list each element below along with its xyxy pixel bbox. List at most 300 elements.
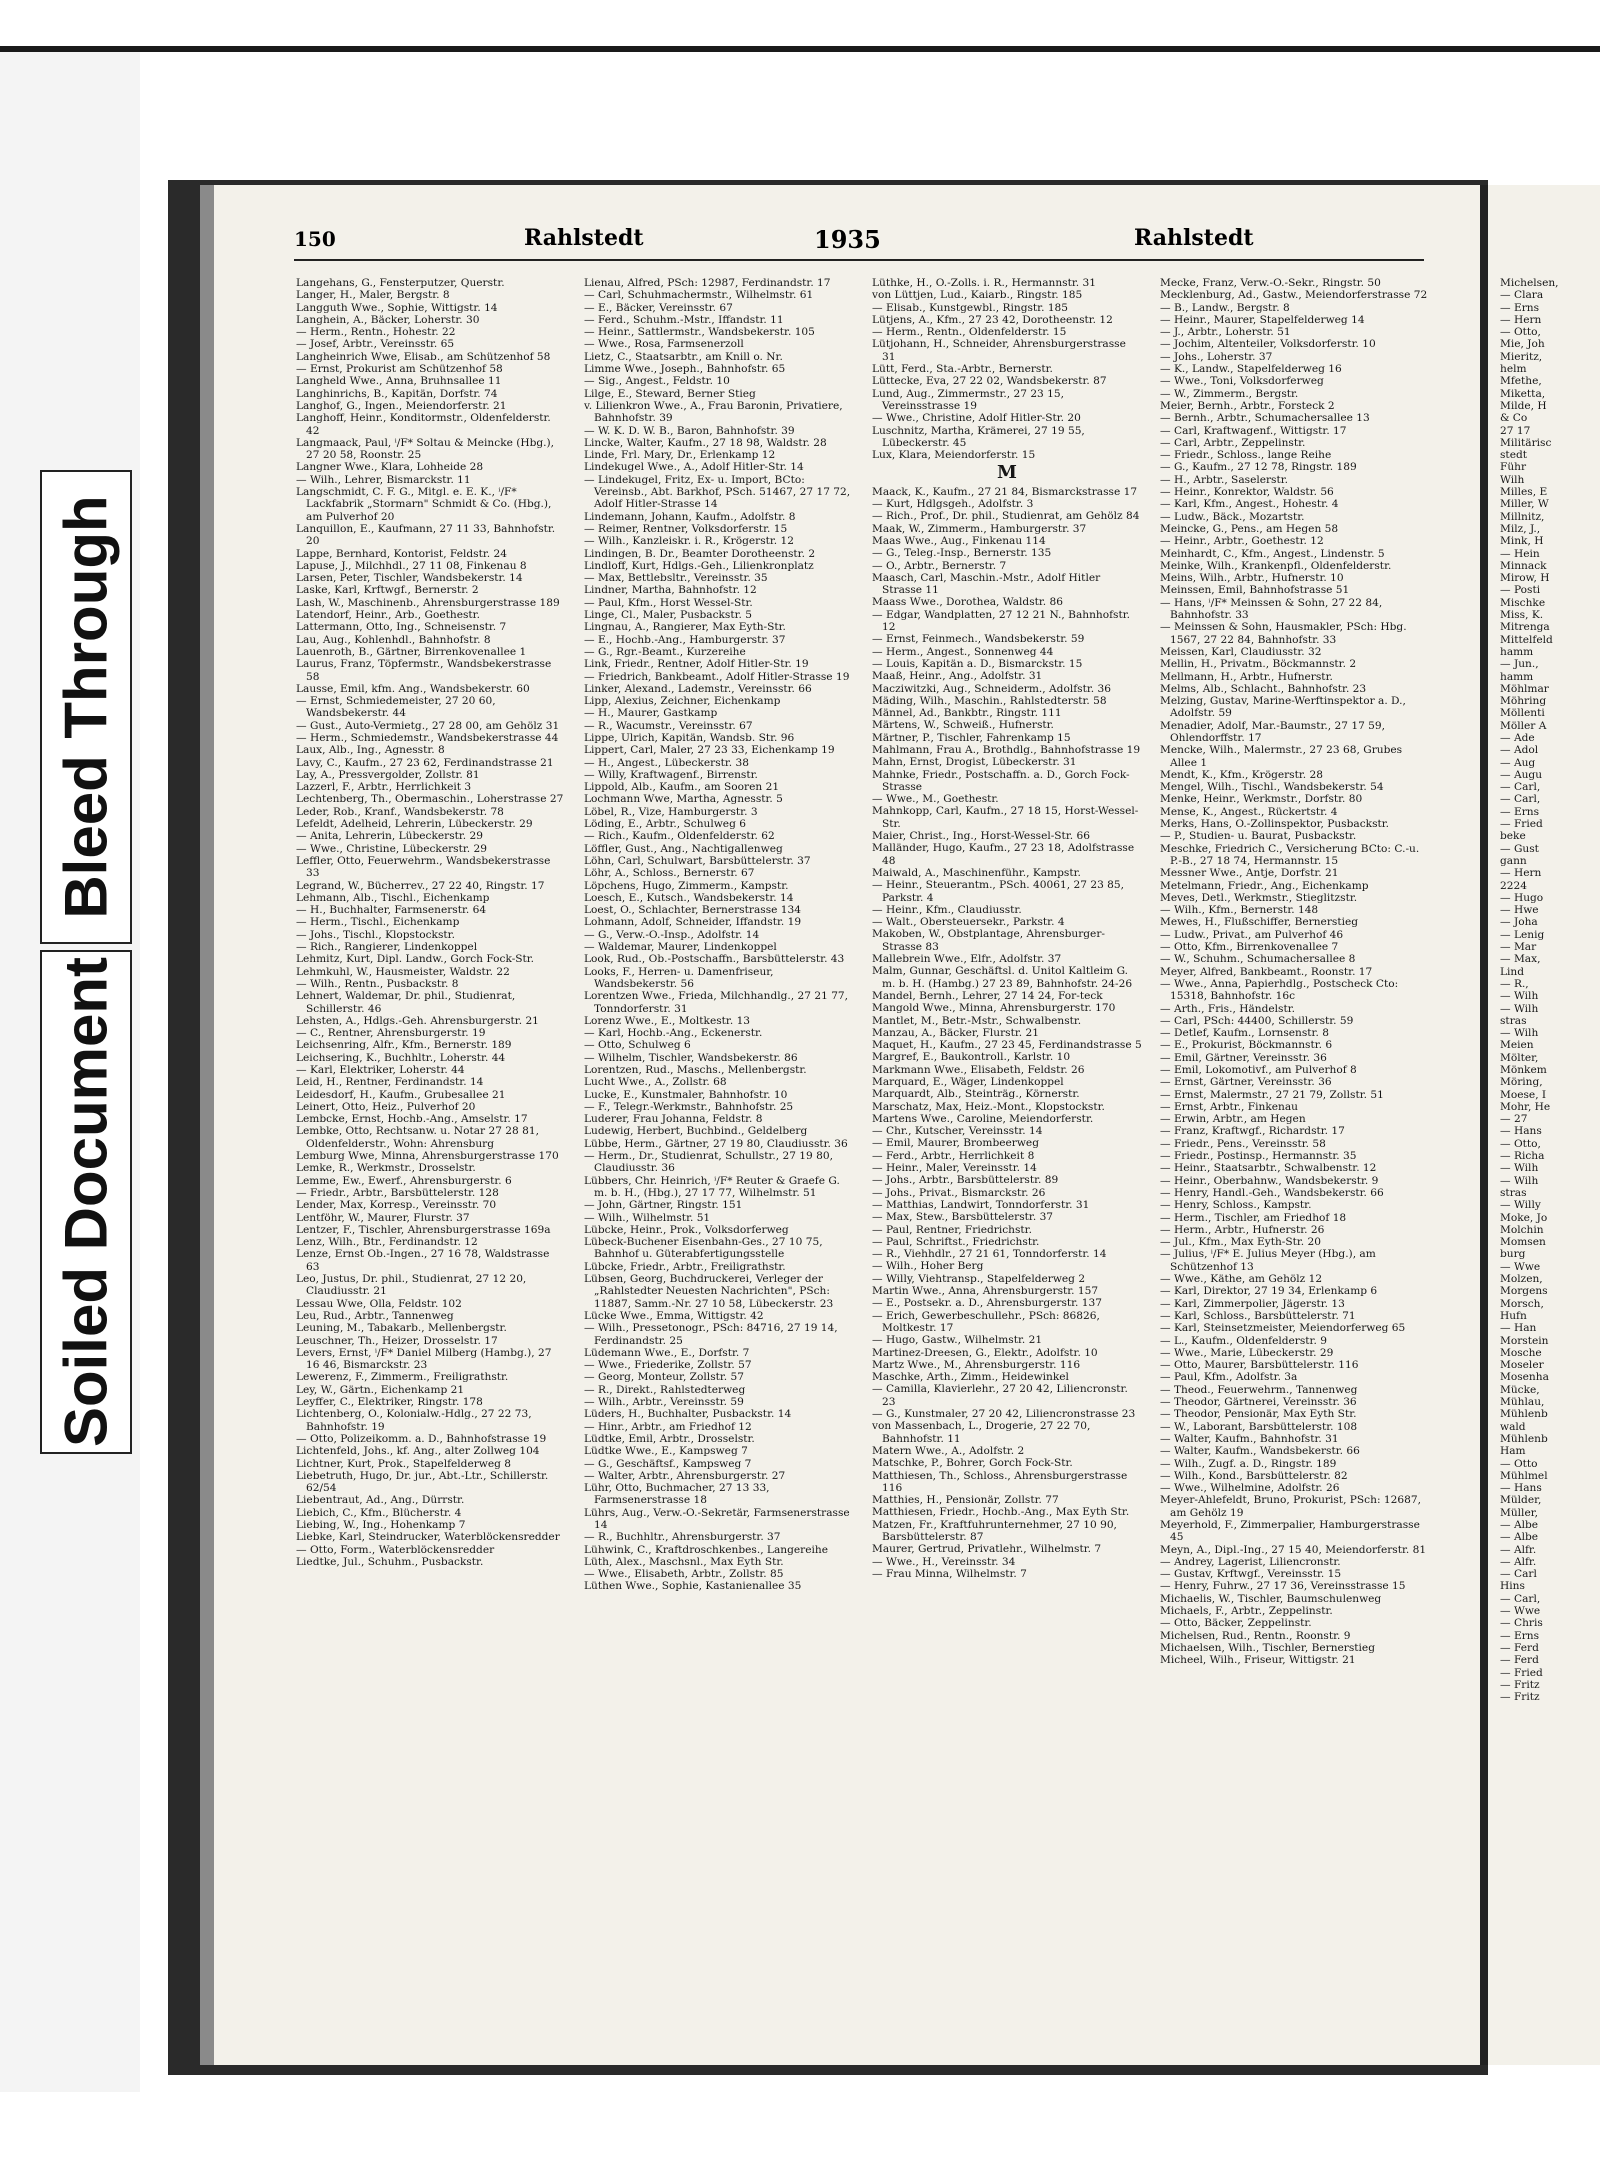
directory-entry: & Co (1500, 412, 1528, 425)
directory-entry: Lenze, Ernst Ob.-Ingen., 27 16 78, Waldstrasse 63 (296, 1248, 550, 1273)
directory-entry: — Wilh., Wilhelmstr. 51 (584, 1211, 711, 1224)
directory-entry: — Wilh., Zugf. a. D., Ringstr. 189 (1160, 1457, 1337, 1470)
directory-entry: Lühr, Otto, Buchmacher, 27 13 33, Farmsenerstrasse 18 (584, 1482, 770, 1507)
directory-entry: — Wilh., Pressetonogr., PSch: 84716, 27 19 14, Ferdinandstr. 25 (584, 1322, 838, 1347)
directory-entry: — Lindekugel, Fritz, Ex- u. Import, BCto: Vereinsb., Abt. Barkhof, PSch. 51467, 27 17 72, Adolf Hitler-Strasse 14 (584, 473, 851, 511)
directory-entry: — Karl, Kfm., Angest., Hohestr. 4 (1160, 498, 1339, 511)
directory-entry: Lichtenfeld, Johs., kf. Ang., alter Zollweg 104 (296, 1445, 540, 1458)
directory-entry: Lichtner, Kurt, Prok., Stapelfelderweg 8 (296, 1457, 512, 1470)
directory-entry: Linge, Cl., Maler, Pusbackstr. 5 (584, 609, 752, 622)
directory-entry: — B., Landw., Bergstr. 8 (1160, 301, 1290, 314)
directory-entry: — Aug (1500, 756, 1536, 769)
directory-entry: Meinhardt, C., Kfm., Angest., Lindenstr. 5 (1160, 547, 1385, 560)
directory-entry: Miketta, (1500, 387, 1546, 400)
directory-entry: Liebich, C., Kfm., Blücherstr. 4 (296, 1506, 462, 1519)
directory-entry: — E., Postsekr. a. D., Ahrensburgerstr. 137 (872, 1297, 1102, 1310)
directory-entry: Lippert, Carl, Maler, 27 23 33, Eichenkamp 19 (584, 744, 835, 757)
directory-entry: Loest, O., Schlachter, Bernerstrasse 134 (584, 904, 801, 917)
directory-entry: — Ernst, Arbtr., Finkenau (1160, 1100, 1298, 1113)
directory-entry: Lüthke, H., O.-Zolls. i. R., Hermannstr. 31 (872, 277, 1096, 289)
directory-entry: Martinez-Dreesen, G., Elektr., Adolfstr. 10 (872, 1346, 1098, 1359)
directory-entry: Lorenz Wwe., E., Moltkestr. 13 (584, 1014, 751, 1027)
directory-entry: Malm, Gunnar, Geschäftsl. d. Unitol Kaltleim G. m. b. H. (Hambg.) 27 23 89, Bahnhofstr. 24-26 (872, 965, 1133, 990)
directory-entry: Langguth Wwe., Sophie, Wittigstr. 14 (296, 301, 498, 314)
directory-entry: — H., Buchhalter, Farmsenerstr. 64 (296, 904, 487, 917)
directory-entry: Meien (1500, 1039, 1534, 1052)
directory-entry: Mahnkopp, Carl, Kaufm., 27 18 15, Horst-Wessel-Str. (872, 805, 1139, 830)
directory-entry: — Richa (1500, 1150, 1545, 1163)
directory-entry: Macziwitzki, Aug., Schneiderm., Adolfstr. 36 (872, 682, 1111, 695)
directory-entry: Liebke, Karl, Steindrucker, Waterblöckensredder (296, 1531, 560, 1544)
directory-entry: — Otto, Bäcker, Zeppelinstr. (1160, 1617, 1312, 1630)
directory-entry: — Arth., Fris., Händelstr. (1160, 1002, 1295, 1015)
directory-entry: Lüdtke, Emil, Arbtr., Drosselstr. (584, 1432, 755, 1445)
directory-entry: Meyer-Ahlefeldt, Bruno, Prokurist, PSch: 12687, am Gehölz 19 (1160, 1494, 1421, 1519)
directory-entry: — Max, (1500, 953, 1541, 966)
directory-entry: Link, Friedr., Rentner, Adolf Hitler-Str. 19 (584, 658, 809, 671)
directory-entry: Meschke, Friedrich C., Versicherung BCto: C.-u. P.-B., 27 18 74, Hermannstr. 15 (1160, 842, 1420, 867)
directory-entry: Mittelfeld (1500, 633, 1553, 646)
directory-entry: Mühlmel (1500, 1469, 1548, 1482)
directory-entry: — G., Geschäftsf., Kampsweg 7 (584, 1457, 752, 1470)
directory-entry: — R., Viehhdlr., 27 21 61, Tonndorferstr. 14 (872, 1248, 1107, 1261)
directory-entry: Morsch, (1500, 1297, 1544, 1310)
directory-entry: — Reimer, Rentner, Volksdorferstr. 15 (584, 522, 788, 535)
directory-entry: Maas Wwe., Aug., Finkenau 114 (872, 534, 1046, 547)
directory-entry: — Wilh., Kond., Barsbüttelerstr. 82 (1160, 1469, 1348, 1482)
directory-entry: Lübcke, Friedr., Arbtr., Freiligrathstr. (584, 1260, 786, 1273)
directory-entry: Leinert, Otto, Heiz., Pulverhof 20 (296, 1100, 476, 1113)
directory-entry: — Paul, Schriftst., Friedrichstr. (872, 1235, 1040, 1248)
directory-entry: Führ (1500, 461, 1527, 474)
directory-entry: Matthies, H., Pensionär, Zollstr. 77 (872, 1494, 1059, 1507)
directory-entry: Meyer, Alfred, Bankbeamt., Roonstr. 17 (1160, 965, 1373, 978)
directory-entry: Malländer, Hugo, Kaufm., 27 23 18, Adolfstrasse 48 (872, 842, 1135, 867)
directory-entry: Michaelsen, Wilh., Tischler, Bernerstieg (1160, 1641, 1375, 1654)
directory-entry: Lütt, Ferd., Sta.-Arbtr., Bernerstr. (872, 363, 1053, 376)
directory-entry: — G., Teleg.-Insp., Bernerstr. 135 (872, 547, 1052, 560)
directory-entry: — Hein (1500, 547, 1540, 560)
directory-entry: Lewerenz, F., Zimmerm., Freiligrathstr. (296, 1371, 509, 1384)
directory-entry: Maquet, H., Kaufm., 27 23 45, Ferdinandstrasse 5 (872, 1039, 1142, 1052)
directory-entry: — Albe (1500, 1531, 1539, 1544)
directory-entry: Lüttecke, Eva, 27 22 02, Wandsbekerstr. 87 (872, 375, 1107, 388)
directory-entry: Leidesdorf, H., Kaufm., Grubesallee 21 (296, 1088, 506, 1101)
directory-entry: — Wwe., Käthe, am Gehölz 12 (1160, 1273, 1323, 1286)
directory-entry: Matzen, Fr., Kraftfuhrunternehmer, 27 10 90, Barsbüttelerstr. 87 (872, 1518, 1117, 1543)
directory-entry: Marquard, E., Wäger, Lindenkoppel (872, 1076, 1064, 1088)
directory-entry: wald (1500, 1420, 1526, 1433)
directory-entry: Langmaack, Paul, ⁱ/F* Soltau & Meincke (Hbg.), 27 20 58, Roonstr. 25 (296, 436, 555, 462)
directory-entry: Lüders, H., Buchhalter, Pusbackstr. 14 (584, 1408, 792, 1421)
directory-entry: Märtens, W., Schweiß., Hufnerstr. (872, 719, 1054, 732)
directory-entry: von Lüttjen, Lud., Kaiarb., Ringstr. 185 (872, 289, 1083, 302)
directory-entry: Militärisc (1500, 436, 1552, 449)
directory-entry: Mühlenb (1500, 1408, 1548, 1421)
directory-entry: — Carl, Arbtr., Zeppelinstr. (1160, 436, 1306, 449)
directory-entry: — Heinr., Steuerantm., PSch. 40061, 27 23 85, Parkstr. 4 (872, 879, 1125, 904)
directory-entry: Miller, W (1500, 498, 1549, 511)
directory-entry: Möller A (1500, 719, 1547, 732)
directory-entry: — Wilh (1500, 990, 1539, 1003)
directory-entry: — Wilh., Arbtr., Vereinsstr. 59 (584, 1396, 744, 1409)
directory-entry: Lanquillon, E., Kaufmann, 27 11 33, Bahnhofstr. 20 (296, 522, 556, 548)
directory-entry: — Wwe., Rosa, Farmsenerzoll (584, 338, 744, 351)
directory-entry: Männel, Ad., Bankbtr., Ringstr. 111 (872, 707, 1062, 720)
directory-entry: — G., Kaufm., 27 12 78, Ringstr. 189 (1160, 461, 1357, 474)
directory-entry: — Ernst, Gärtner, Vereinsstr. 36 (1160, 1076, 1332, 1089)
directory-entry: Lütjohann, H., Schneider, Ahrensburgerstrasse 31 (872, 338, 1126, 363)
directory-entry: — Wwe (1500, 1260, 1541, 1273)
directory-entry: Luschnitz, Martha, Krämerei, 27 19 55, Lübeckerstr. 45 (872, 424, 1085, 449)
directory-entry: Mecklenburg, Ad., Gastw., Meiendorferstrasse 72 (1160, 289, 1428, 302)
directory-entry: — Ernst, Malermstr., 27 21 79, Zollstr. 51 (1160, 1088, 1384, 1101)
directory-entry: — Otto, Maurer, Barsbüttelerstr. 116 (1160, 1359, 1359, 1372)
directory-entry: — Wwe., Christine, Lübeckerstr. 29 (296, 842, 487, 855)
directory-entry: hamm (1500, 670, 1534, 683)
directory-entry: — Henry, Fuhrw., 27 17 36, Vereinsstrasse 15 (1160, 1580, 1406, 1593)
directory-entry: — Fritz (1500, 1678, 1540, 1691)
directory-entry: Martens Wwe., Caroline, Meiendorferstr. (872, 1112, 1094, 1125)
directory-entry: — Johs., Privat., Bismarckstr. 26 (872, 1186, 1046, 1199)
directory-entry: Markmann Wwe., Elisabeth, Feldstr. 26 (872, 1063, 1085, 1076)
directory-entry: Mallebrein Wwe., Elfr., Adolfstr. 37 (872, 953, 1062, 966)
directory-entry: — 27 (1500, 1113, 1528, 1126)
directory-entry: Maiwald, A., Maschinenführ., Kampstr. (872, 866, 1081, 879)
directory-entry: hamm (1500, 645, 1534, 658)
directory-entry: Molchin (1500, 1223, 1544, 1236)
directory-entry: — Carl, (1500, 793, 1541, 806)
directory-entry: — E., Bäcker, Vereinsstr. 67 (584, 301, 733, 314)
directory-entry: — Ludw., Privat., am Pulverhof 46 (1160, 928, 1344, 941)
directory-entry: Meincke, G., Pens., am Hegen 58 (1160, 522, 1339, 535)
directory-entry: Maaß, Heinr., Ang., Adolfstr. 31 (872, 670, 1043, 683)
directory-entry: Märtner, P., Tischler, Fahrenkamp 15 (872, 731, 1071, 744)
directory-entry: Marschatz, Max, Heiz.-Mont., Klopstockstr. (872, 1100, 1105, 1113)
directory-entry: Lemburg Wwe, Minna, Ahrensburgerstrasse 170 (296, 1150, 559, 1163)
directory-entry: Lauenroth, B., Gärtner, Birrenkovenallee 1 (296, 645, 527, 658)
directory-entry: — Wwe., H., Vereinsstr. 34 (872, 1555, 1016, 1568)
directory-entry: Laske, Karl, Krftwgf., Bernerstr. 2 (296, 584, 479, 597)
directory-entry: — Posti (1500, 584, 1541, 597)
directory-entry: Moese, I (1500, 1088, 1547, 1101)
directory-entry: — Johs., Arbtr., Barsbüttelerstr. 89 (872, 1174, 1059, 1187)
directory-entry: — Josef, Arbtr., Vereinsstr. 65 (296, 338, 455, 351)
directory-entry: Löbel, R., Vize, Hamburgerstr. 3 (584, 805, 758, 818)
directory-entry: — Heinr., Maler, Vereinsstr. 14 (872, 1162, 1037, 1175)
directory-entry: Mönkem (1500, 1064, 1547, 1076)
directory-entry: — Joha (1500, 916, 1538, 929)
directory-entry: — F., Telegr.-Werkmstr., Bahnhofstr. 25 (584, 1100, 794, 1113)
directory-entry: Lattermann, Otto, Ing., Schneisenstr. 7 (296, 621, 507, 634)
directory-entry: Lessau Wwe, Olla, Feldstr. 102 (296, 1297, 462, 1310)
directory-entry: Leuschner, Th., Heizer, Drosselstr. 17 (296, 1334, 498, 1347)
directory-entry: — Bernh., Arbtr., Schumachersallee 13 (1160, 412, 1370, 425)
directory-entry: — Heinr., Sattlermstr., Wandsbekerstr. 105 (584, 326, 815, 339)
directory-entry: — Carl, (1500, 1592, 1541, 1605)
directory-entry: Millnitz, (1500, 510, 1545, 523)
directory-entry: Ley, W., Gärtn., Eichenkamp 21 (296, 1383, 465, 1396)
directory-entry: — Wwe., Marie, Lübeckerstr. 29 (1160, 1346, 1334, 1359)
directory-entry: Lindekugel Wwe., A., Adolf Hitler-Str. 14 (584, 461, 804, 474)
directory-entry: Lehnert, Waldemar, Dr. phil., Studienrat, Schillerstr. 46 (296, 990, 516, 1015)
directory-entry: Liebentraut, Ad., Ang., Dürrstr. (296, 1494, 465, 1507)
directory-entry: Mölter, (1500, 1051, 1539, 1064)
directory-entry: — Friedrich, Bankbeamt., Adolf Hitler-Strasse 19 (584, 670, 850, 683)
directory-entry: — Hans (1500, 1125, 1542, 1138)
directory-entry: Michelsen, Rud., Rentn., Roonstr. 9 (1160, 1629, 1351, 1642)
directory-entry: — Hinr., Arbtr., am Friedhof 12 (584, 1420, 752, 1433)
directory-entry: Möhlmar (1500, 682, 1549, 695)
directory-entry: Lazzerl, F., Arbtr., Herrlichkeit 3 (296, 781, 472, 794)
directory-entry: Miss, K. (1500, 609, 1544, 622)
directory-entry: — Clara (1500, 289, 1544, 302)
soiled-document-label (40, 950, 132, 1454)
directory-entry: — Erns (1500, 1629, 1540, 1642)
directory-entry: — Wwe., Anna, Papierhdlg., Postscheck Cto: 15318, Bahnhofstr. 16c (1160, 977, 1399, 1003)
directory-entry: — Erns (1500, 805, 1540, 818)
directory-entry: Melzing, Gustav, Marine-Werftinspektor a. D., Adolfstr. 59 (1160, 695, 1406, 720)
directory-entry: Lienau, Alfred, PSch: 12987, Ferdinandstr. 17 (584, 277, 831, 289)
directory-entry: Limme Wwe., Joseph., Bahnhofstr. 65 (584, 363, 786, 376)
directory-entry: — Ernst, Feinmech., Wandsbekerstr. 59 (872, 633, 1085, 646)
directory-entry: — Rich., Kaufm., Oldenfelderstr. 62 (584, 830, 775, 843)
directory-entry: Margref, E., Baukontroll., Karlstr. 10 (872, 1051, 1071, 1064)
directory-entry: — Georg, Monteur, Zollstr. 57 (584, 1371, 745, 1384)
header-right-title: Rahlstedt (1134, 225, 1254, 251)
directory-entry: — Willy, Viehtransp., Stapelfelderweg 2 (872, 1272, 1086, 1285)
directory-entry: Manzau, A., Bäcker, Flurstr. 21 (872, 1026, 1039, 1039)
directory-entry: — Otto, Polizeikomm. a. D., Bahnhofstrasse 19 (296, 1432, 547, 1445)
page-header (294, 225, 1424, 261)
directory-entry: — Friedr., Arbtr., Barsbüttelerstr. 128 (296, 1186, 499, 1199)
directory-entry: Langheinrich Wwe, Elisab., am Schützenhof 58 (296, 350, 551, 363)
directory-entry: Lay, A., Pressvergolder, Zollstr. 81 (296, 768, 480, 781)
directory-entry: — Camilla, Klavierlehr., 27 20 42, Liliencronstr. 23 (872, 1383, 1128, 1408)
directory-entry: Lavy, C., Kaufm., 27 23 62, Ferdinandstrasse 21 (296, 756, 554, 769)
directory-entry: — Willy (1500, 1199, 1541, 1212)
directory-entry: — Carl (1500, 1568, 1537, 1581)
directory-entry: — G., Rgr.-Beamt., Kurzereihe (584, 645, 746, 658)
directory-entry: — Jul., Kfm., Max Eyth-Str. 20 (1160, 1236, 1322, 1249)
directory-entry: Mahnke, Friedr., Postschaffn. a. D., Gorch Fock-Strasse (872, 768, 1130, 793)
directory-entry: Mäding, Wilh., Maschin., Rahlstedterstr. 58 (872, 694, 1107, 707)
directory-entry: — Wwe (1500, 1605, 1541, 1618)
directory-entry: Mie, Joh (1500, 338, 1545, 351)
directory-entry: — Jun., (1500, 658, 1539, 671)
directory-entry: Meves, Detl., Werkmstr., Stieglitzstr. (1160, 891, 1358, 904)
directory-entry: Lübeck-Buchener Eisenbahn-Ges., 27 10 75, Bahnhof u. Güterabfertigungsstelle (584, 1236, 823, 1261)
directory-entry: Meinssen, Emil, Bahnhofstrasse 51 (1160, 584, 1350, 597)
directory-entry: Lux, Klara, Meiendorferstr. 15 (872, 449, 1036, 462)
directory-entry: Mandel, Bernh., Lehrer, 27 14 24, For-teck (872, 989, 1103, 1002)
directory-entry: Mühlau, (1500, 1396, 1545, 1409)
directory-entry: Linker, Alexand., Lademstr., Vereinsstr. 66 (584, 682, 812, 695)
directory-entry: Lund, Aug., Zimmermstr., 27 23 15, Vereinsstrasse 19 (872, 387, 1065, 412)
directory-entry: — Herm., Dr., Studienrat, Schullstr., 27 19 80, Claudiusstr. 36 (584, 1150, 833, 1175)
directory-entry: — Wilh., Hoher Berg (872, 1260, 984, 1273)
directory-entry: — Otto (1500, 1457, 1538, 1470)
directory-entry: Mewes, H., Flußschiffer, Bernerstieg (1160, 916, 1359, 929)
directory-entry: — Theodor, Pensionär, Max Eyth Str. (1160, 1408, 1357, 1421)
directory-entry: — H., Arbtr., Saselerstr. (1160, 473, 1289, 486)
directory-entry: — Hugo, Gastw., Wilhelmstr. 21 (872, 1334, 1043, 1347)
directory-entry: Langschmidt, C. F. G., Mitgl. e. E. K., ⁱ/F* Lackfabrik „Stormarn" Schmidt & Co. (Hbg.), am Pulverhof 20 (296, 486, 552, 523)
directory-entry: Langhein, A., Bäcker, Loherstr. 30 (296, 313, 480, 326)
directory-entry: Merks, Hans, O.-Zollinspektor, Pusbackstr. (1160, 818, 1390, 831)
directory-entry: Maurer, Gertrud, Privatlehr., Wilhelmstr. 7 (872, 1543, 1102, 1556)
directory-entry: Möhring (1500, 695, 1547, 708)
directory-entry: Lentzer, F., Tischler, Ahrensburgerstrasse 169a (296, 1223, 551, 1236)
directory-entry: Mosche (1500, 1346, 1542, 1359)
directory-entry: — Wilhelm, Tischler, Wandsbekerstr. 86 (584, 1051, 798, 1064)
directory-entry: — Heinr., Konrektor, Waldstr. 56 (1160, 486, 1334, 499)
directory-entry: — Chris (1500, 1617, 1543, 1630)
directory-entry: — Friedr., Schloss., lange Reihe (1160, 449, 1332, 462)
directory-entry: Milde, H (1500, 399, 1547, 412)
directory-entry: — Gustav, Krftwgf., Vereinsstr. 15 (1160, 1568, 1342, 1581)
directory-entry: Lucht Wwe., A., Zollstr. 68 (584, 1076, 727, 1089)
directory-entry: — Ernst, Schmiedemeister, 27 20 60, Wandsbekerstr. 44 (296, 695, 496, 720)
header-left-title: Rahlstedt (524, 225, 644, 251)
directory-entry: — Fritz (1500, 1691, 1540, 1704)
directory-entry: Ludewig, Herbert, Buchbind., Geldelberg (584, 1125, 808, 1138)
directory-entry: Lehsten, A., Hdlgs.-Geh. Ahrensburgerstr. 21 (296, 1014, 539, 1027)
directory-entry: Mecke, Franz, Verw.-O.-Sekr., Ringstr. 50 (1160, 277, 1381, 289)
directory-entry: — Louis, Kapitän a. D., Bismarckstr. 15 (872, 657, 1083, 670)
directory-entry: — Carl, PSch: 44400, Schillerstr. 59 (1160, 1014, 1354, 1027)
directory-entry: Löhr, A., Schloss., Bernerstr. 67 (584, 867, 755, 880)
directory-entry: — Alfr. (1500, 1555, 1537, 1568)
directory-entry: — Meinssen & Sohn, Hausmakler, PSch: Hbg. 1567, 27 22 84, Bahnhofstr. 33 (1160, 621, 1407, 646)
directory-entry: — W., Laborant, Barsbüttelerstr. 108 (1160, 1420, 1358, 1433)
directory-entry: — Lenig (1500, 928, 1545, 941)
directory-entry: Leyffer, C., Elektriker, Ringstr. 178 (296, 1396, 483, 1409)
directory-entry: Lüdtke Wwe., E., Kampsweg 7 (584, 1445, 748, 1458)
directory-entry: Maack, K., Kaufm., 27 21 84, Bismarckstrasse 17 (872, 485, 1138, 498)
soiled-document-text: Soiled Document (52, 956, 120, 1448)
directory-entry: — Hern (1500, 313, 1542, 326)
directory-entry: Mahn, Ernst, Drogist, Lübeckerstr. 31 (872, 756, 1077, 769)
scan-top-band (0, 0, 1600, 52)
directory-entry: Lüth, Alex., Maschsnl., Max Eyth Str. (584, 1555, 784, 1568)
directory-entry: — Wwe., Toni, Volksdorferweg (1160, 375, 1324, 388)
directory-entry: Lüthen Wwe., Sophie, Kastanienallee 35 (584, 1580, 802, 1593)
directory-entry: — Anita, Lehrerin, Lübeckerstr. 29 (296, 830, 484, 843)
directory-entry: Leuning, M., Tabakarb., Mellenbergstr. (296, 1322, 507, 1335)
directory-entry: — Wwe., Christine, Adolf Hitler-Str. 20 (872, 412, 1081, 425)
bleed-through-text: Bleed Through (52, 495, 120, 919)
directory-entry: — Fried (1500, 818, 1543, 831)
directory-entry: Larsen, Peter, Tischler, Wandsbekerstr. 14 (296, 572, 523, 585)
directory-entry: — Wilh (1500, 1174, 1539, 1187)
directory-entry: Möllenti (1500, 707, 1545, 720)
directory-entry: — Chr., Kutscher, Vereinsstr. 14 (872, 1125, 1043, 1138)
directory-entry: — Mar (1500, 941, 1537, 954)
directory-entry: Leo, Justus, Dr. phil., Studienrat, 27 12 20, Claudiusstr. 21 (296, 1273, 527, 1298)
directory-entry: — Waldemar, Maurer, Lindenkoppel (584, 941, 777, 954)
directory-entry: — Edgar, Wandplatten, 27 12 21 N., Bahnhofstr. 12 (872, 608, 1130, 634)
directory-entry: Moseler (1500, 1359, 1544, 1372)
directory-entry: stras (1500, 1186, 1527, 1199)
directory-entry: — Paul, Rentner, Friedrichstr. (872, 1223, 1032, 1236)
directory-entry: Mellmann, H., Arbtr., Hufnerstr. (1160, 670, 1333, 683)
directory-entry: Meyn, A., Dipl.-Ing., 27 15 40, Meiendorferstr. 81 (1160, 1543, 1427, 1556)
directory-entry: Wilh (1500, 473, 1525, 486)
directory-entry: — Henry, Handl.-Geh., Wandsbekerstr. 66 (1160, 1186, 1384, 1199)
directory-entry: Lücke Wwe., Emma, Wittigstr. 42 (584, 1309, 764, 1322)
directory-entry: Löhn, Carl, Schulwart, Barsbüttelerstr. 37 (584, 854, 811, 867)
directory-entry: Lenz, Wilh., Btr., Ferdinandstr. 12 (296, 1236, 478, 1249)
directory-entry: — Karl, Schloss., Barsbüttelerstr. 71 (1160, 1309, 1356, 1322)
directory-entry: Mellin, H., Privatm., Böckmannstr. 2 (1160, 658, 1357, 671)
directory-entry: Mengel, Wilh., Tischl., Wandsbekerstr. 54 (1160, 781, 1384, 794)
adjacent-page-fragment (1480, 185, 1600, 2065)
directory-entry: — Ferd (1500, 1641, 1539, 1654)
directory-entry: stedt (1500, 449, 1528, 462)
directory-entry: — Albe (1500, 1518, 1539, 1531)
directory-entry: Mischke (1500, 596, 1546, 609)
directory-entry: — Herm., Schmiedemstr., Wandsbekerstrasse 44 (296, 731, 559, 744)
directory-entry: Lehmann, Alb., Tischl., Eichenkamp (296, 891, 490, 904)
directory-entry: — Carl, Kraftwagenf., Wittigstr. 17 (1160, 424, 1347, 437)
directory-entry: — Erns (1500, 301, 1540, 314)
directory-entry: — John, Gärtner, Ringstr. 151 (584, 1199, 743, 1212)
directory-page (200, 185, 1484, 2065)
directory-entry: Milles, E (1500, 486, 1548, 499)
directory-entry: Latendorf, Heinr., Arb., Goethestr. (296, 609, 480, 622)
directory-entry: Lembke, Otto, Rechtsanw. u. Notar 27 28 81, Oldenfelderstr., Wohn: Ahrensburg (296, 1125, 539, 1150)
directory-entry: — Ernst, Prokurist am Schützenhof 58 (296, 363, 503, 376)
directory-entry: Meins, Wilh., Arbtr., Hufnerstr. 10 (1160, 572, 1344, 585)
directory-entry: Leffler, Otto, Feuerwehrm., Wandsbekerstrasse 33 (296, 854, 551, 880)
directory-entry: Lefeldt, Adelheid, Lehrerin, Lübeckerstr. 29 (296, 818, 533, 831)
directory-entry: — Gust., Auto-Vermietg., 27 28 00, am Gehölz 31 (296, 719, 560, 732)
directory-entry: — Otto, (1500, 1137, 1541, 1150)
directory-entry: Lochmann Wwe, Martha, Agnesstr. 5 (584, 793, 783, 806)
directory-entry: — Ade (1500, 731, 1535, 744)
directory-entry: Lichtenberg, O., Kolonialw.-Hdlg., 27 22 73, Bahnhofstr. 19 (296, 1408, 532, 1433)
directory-entry: — Johs., Tischl., Klopstockstr. (296, 928, 455, 941)
directory-entry: Moke, Jo (1500, 1211, 1548, 1224)
directory-entry: Morgens (1500, 1285, 1548, 1298)
directory-entry: Lübsen, Georg, Buchdruckerei, Verleger der „Rahlstedter Neuesten Nachrichten", PSch: 11887, Samm.-Nr. 27 10 58, Lübeckerstr. 23 (584, 1273, 834, 1310)
directory-entry: Micheel, Wilh., Friseur, Wittigstr. 21 (1160, 1654, 1356, 1667)
directory-entry: Langehans, G., Fensterputzer, Querstr. (296, 277, 505, 289)
directory-entry: — R., (1500, 977, 1529, 990)
directory-entry: — Wwe., Elisabeth, Arbtr., Zollstr. 85 (584, 1568, 784, 1581)
directory-entry: Leichsering, K., Buchhltr., Loherstr. 44 (296, 1051, 506, 1064)
directory-entry: Lorentzen Wwe., Frieda, Milchhandlg., 27 21 77, Tonndorferstr. 31 (584, 990, 849, 1015)
directory-entry: — Walter, Arbtr., Ahrensburgerstr. 27 (584, 1469, 786, 1482)
directory-entry: Lütjens, A., Kfm., 27 23 42, Dorotheenstr. 12 (872, 313, 1113, 326)
directory-entry: Meinke, Wilh., Krankenpfl., Oldenfelderstr. (1160, 559, 1392, 572)
directory-entry: Lüdemann Wwe., E., Dorfstr. 7 (584, 1346, 750, 1359)
directory-entry: Lind (1500, 965, 1525, 978)
directory-entry: Legrand, W., Bücherrev., 27 22 40, Ringstr. 17 (296, 879, 545, 892)
directory-entry: — Emil, Gärtner, Vereinsstr. 36 (1160, 1051, 1327, 1064)
directory-entry: Liebetruth, Hugo, Dr. jur., Abt.-Ltr., Schillerstr. 62/54 (296, 1469, 549, 1495)
directory-entry: — Carl, (1500, 781, 1541, 794)
directory-entry: Langhoff, Heinr., Konditormstr., Oldenfelderstr. 42 (296, 412, 551, 437)
directory-entry: Lilge, E., Steward, Berner Stieg (584, 387, 756, 400)
directory-entry: — Erwin, Arbtr., am Hegen (1160, 1113, 1306, 1126)
directory-entry: Maier, Christ., Ing., Horst-Wessel-Str. 66 (872, 830, 1090, 843)
directory-entry: Morstein (1500, 1334, 1549, 1347)
directory-entry: Lübbe, Herm., Gärtner, 27 19 80, Claudiusstr. 36 (584, 1137, 848, 1150)
directory-entry: Lipp, Alexius, Zeichner, Eichenkamp (584, 695, 781, 708)
directory-entry: — C., Rentner, Ahrensburgerstr. 19 (296, 1027, 486, 1040)
